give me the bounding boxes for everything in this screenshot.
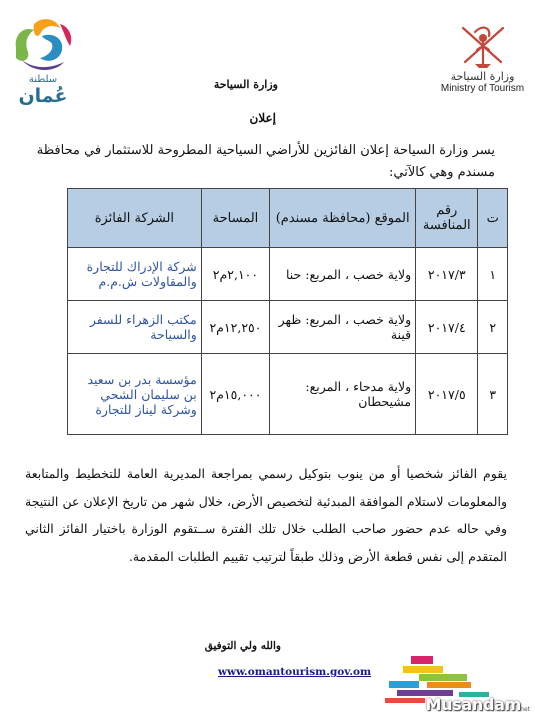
musandam-wordmark: Musandam [425, 695, 521, 714]
ministry-heading: وزارة السياحة [213, 78, 278, 91]
cell-competition: ٢٠١٧/٣ [416, 248, 478, 301]
header-location: الموقع (محافظة مسندم) [270, 189, 416, 248]
header-no: ت [478, 189, 508, 248]
oman-calligraphy-icon [8, 14, 78, 76]
cell-company: شركة الإدراك للتجارة والمقاولات ش.م.م [68, 248, 202, 301]
announcement-title: إعلان [249, 111, 276, 125]
cell-location: ولاية مدحاء ، المربع: مشيحطان [270, 354, 416, 435]
ministry-logo-english: Ministry of Tourism [440, 83, 525, 94]
musandam-logo [383, 654, 531, 717]
winners-table [67, 188, 508, 435]
cell-no: ٢ [478, 301, 508, 354]
cell-area: ٢,١٠٠م٢ [201, 248, 269, 301]
cell-company: مؤسسة بدر بن سعيد بن سليمان الشحي وشركة ليناز للتجارة [68, 354, 202, 435]
cell-competition: ٢٠١٧/٥ [416, 354, 478, 435]
header-competition: رقم المنافسة [416, 189, 478, 248]
oman-brand-small-text: سلطنة [28, 74, 58, 85]
intro-paragraph: يسر وزارة السياحة إعلان الفائزين للأراضي السياحية المطروحة للاستثمار في محافظة مسندم وهي كالآتي: [36, 143, 495, 180]
cell-area: ١٢,٢٥٠م٢ [201, 301, 269, 354]
oman-brand-logo [8, 14, 78, 106]
closing-line: والله ولي التوفيق [204, 640, 281, 652]
table-row [68, 301, 508, 354]
website-link[interactable]: www.omantourism.gov.om [218, 666, 372, 678]
cell-area: ١٥,٠٠٠م٢ [201, 354, 269, 435]
cell-location: ولاية خصب ، المربع: ظهر قينة [270, 301, 416, 354]
cell-no: ٣ [478, 354, 508, 435]
cell-location: ولاية خصب ، المربع: حنا [270, 248, 416, 301]
ministry-logo [440, 20, 525, 112]
oman-brand-big-text: عُمان [18, 85, 68, 107]
cell-competition: ٢٠١٧/٤ [416, 301, 478, 354]
header-company: الشركة الفائزة [68, 189, 202, 248]
ministry-logo-arabic: وزارة السياحة [450, 70, 515, 83]
ministry-emblem-icon [455, 20, 511, 70]
musandam-suffix: .net [518, 706, 530, 713]
cell-no: ١ [478, 248, 508, 301]
cell-company: مكتب الزهراء للسفر والسياحة [68, 301, 202, 354]
header-area: المساحة [201, 189, 269, 248]
table-header-row [68, 189, 508, 248]
conditions-paragraph: يقوم الفائز شخصيا أو من ينوب بتوكيل رسمي بمراجعة المديرية العامة للتخطيط والمتابعة والمعلومات لاستلام الموافقة المبدئية لتخصيص الأرض، خلال شهر من تاريخ الإعلان عن النتيجة وفي حاله عدم حضور صاحب الطلب خلال تلك الفترة ســتقوم الوزارة باختيار الفائز الثاني المتقدم إلى نفس قطعة الأرض وذلك طبقاً لترتيب تقييم الطلبات المقدمة. [25, 466, 507, 564]
table-row [68, 248, 508, 301]
table-row [68, 354, 508, 435]
